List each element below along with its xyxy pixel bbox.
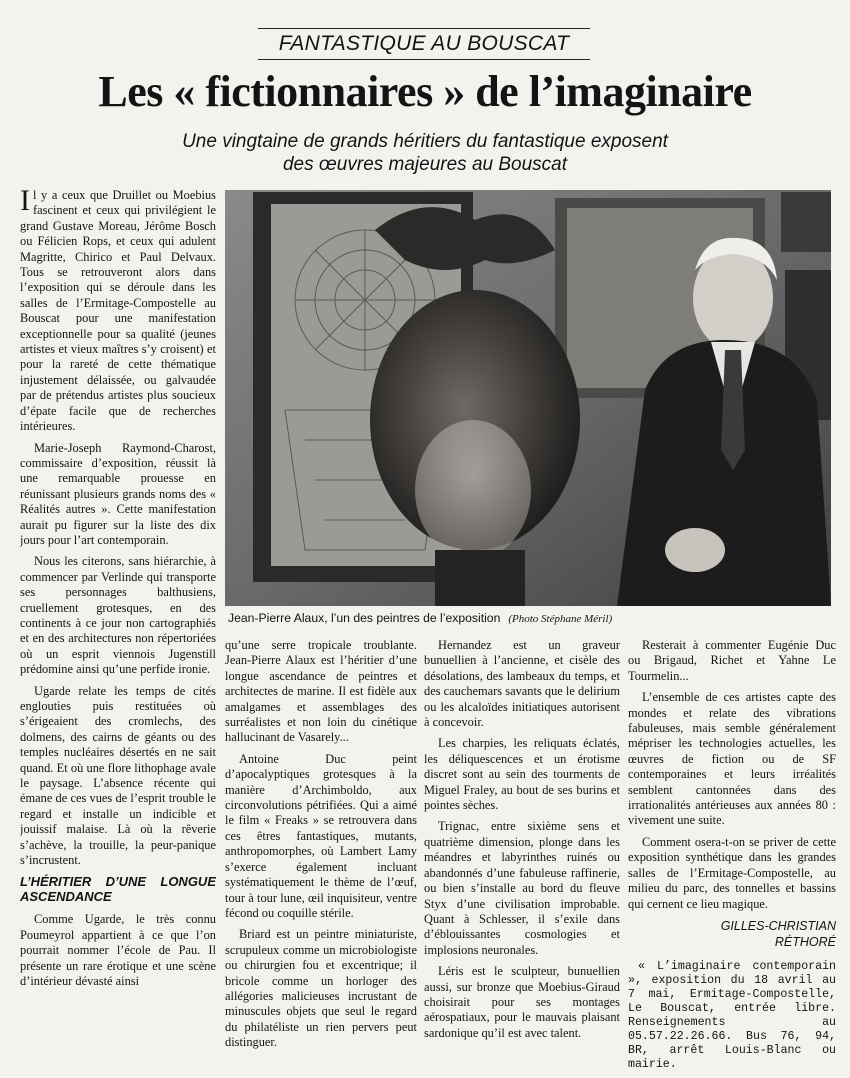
section-kicker: FANTASTIQUE AU BOUSCAT bbox=[258, 28, 590, 60]
paragraph: Comme Ugarde, le très connu Poumeyrol appartient à ce que l’on pourrait nommer l’école de Pau. Il présente un rare érotique et une scène d’intérieur dévasté ainsi bbox=[20, 912, 216, 989]
paragraph: Il y a ceux que Druillet ou Moebius fascinent et ceux qui privilégient le grand Gustave Moreau, Jérôme Bosch ou Félicien Rops, et ceux qui adulent Magritte, Chirico et Paul Delvaux. Tous se retrouveront alors dans l’exposition qui se déroule dans les salles de l’Ermitage-Compostelle au Bouscat pour une manifestation exceptionnelle pour sa qualité (jeunes artistes et vieux maîtres s’y croisent) et pour la rareté de cette thématique injustement délaissée, ou galvaudée par de prétendus artistes plus soucieux d’épate facile que de recherches intérieures. bbox=[20, 188, 216, 434]
article-column-2 bbox=[225, 638, 417, 1068]
practical-info bbox=[628, 960, 836, 1068]
byline-line-2: RÉTHORÉ bbox=[774, 934, 836, 949]
paragraph: L’ensemble de ces artistes capte des mondes et relate des vibrations fabuleuses, mais semble généralement mépriser les technologies actuelles, les œuvres de fiction ou de SF contemporaines et leurs irréalités semblent cantonnées dans des irrationalités antérieuses aux années 80 : vivement une suite. bbox=[628, 690, 836, 828]
paragraph: Resterait à commenter Eugénie Duc ou Brigaud, Richet et Yahne Le Tourmelin... bbox=[628, 638, 836, 683]
paragraph: Ugarde relate les temps de cités englouties puis restituées où s’érigeaient des cromlechs, des dolmens, des cairns de géants ou des temples nucléaires désertés en ne sait quand. Et où une flore lithophage avale le paysage. L’absence récente qui émane de ces vues de l’esprit trouble le regard et installe un indicible et jouissif malaise. Là où la rêverie s’achève, la trouille, la peur-panique s’incrustent. bbox=[20, 683, 216, 868]
paragraph: qu’une serre tropicale troublante. Jean-Pierre Alaux est l’héritier d’une longue ascendance de peintres et architectes de marine. Il est fidèle aux amalgames et assemblages des surréalistes et non loin du cinétique hallucinant de Vasarely... bbox=[225, 638, 417, 745]
paragraph: Marie-Joseph Raymond-Charost, commissaire d’exposition, réussit là une remarquable prouesse en réunissant plusieurs grands noms des « Réalités autres ». Cette manifestation aurait pu figurer sur la liste des dix jours pour l’art contemporain. bbox=[20, 440, 216, 547]
article-column-1 bbox=[20, 188, 216, 1068]
paragraph: Nous les citerons, sans hiérarchie, à commencer par Verlinde qui transporte ses personnages balthusiens, cruellement grotesques, en des continents à ce jour non cartographiés et en des architectures non répertoriées où un esprit viennois Jugenstill prédomine ainsi qu’une perfide ironie. bbox=[20, 554, 216, 677]
photo-credit: (Photo Stéphane Méril) bbox=[508, 613, 613, 625]
subhead-line-2: des œuvres majeures au Bouscat bbox=[282, 154, 568, 175]
author-byline bbox=[628, 918, 836, 950]
paragraph: Les charpies, les reliquats éclatés, les déliquescences et un érotisme discret sont au sein des tourments de Miguel Fraley, au bout de ses burins et pointes sèches. bbox=[424, 736, 620, 813]
photo-caption bbox=[228, 610, 832, 627]
byline-line-1: GILLES-CHRISTIAN bbox=[720, 918, 836, 933]
paragraph: Antoine Duc peint d’apocalyptiques grotesques à la manière d’Archimboldo, aux circonvolutions pétrifiées. Qui a aimé le film « Freaks » se retrouvera dans ces êtres fantastiques, mutants, anthropomorphes, où Lambert Lamy s’exerce également incluant systématiquement le thème de l’œuf, tour à tour lune, œil inquisiteur, ventre fécond ou coquille stérile. bbox=[225, 751, 417, 920]
paragraph: Léris est le sculpteur, bunuellien aussi, sur bronze que Moebius-Giraud choisirait pour ses montages aérospatiaux, pour le mauvais plaisant sardonique qu’il est avec talent. bbox=[424, 964, 620, 1040]
article-column-4 bbox=[628, 638, 836, 1068]
photo-illustration bbox=[225, 190, 831, 606]
info-text: « L’imaginaire contemporain », exposition du 18 avril au 7 mai, Ermitage-Compostelle, Le Bouscat, entrée libre. Renseignements au 05.57.22.26.66. Bus 76, 94, BR, arrêt Louis-Blanc ou mairie. bbox=[628, 959, 836, 1068]
paragraph: Briard est un peintre miniaturiste, scrupuleux comme un microbiologiste ou chirurgien fou et excentrique; il bricole comme un horloger des allégories malicieuses incrustant de minuscules objets que seul le regard du philatéliste un rien pervers peut distinguer. bbox=[225, 927, 417, 1050]
headline: Les « fictionnaires » de l’imaginaire bbox=[98, 67, 752, 116]
subhead-line-1: Une vingtaine de grands héritiers du fantastique exposent bbox=[182, 131, 668, 152]
intertitle: L’HÉRITIER D’UNE LONGUE ASCENDANCE bbox=[20, 874, 216, 905]
subheadline bbox=[110, 130, 740, 176]
paragraph: Comment osera-t-on se priver de cette exposition synthétique dans les grandes salles de l’Ermitage-Compostelle, au milieu du parc, des tonnelles et bassins qui cernent ce lieu magique. bbox=[628, 834, 836, 911]
article-column-3 bbox=[424, 638, 620, 1068]
caption-text: Jean-Pierre Alaux, l’un des peintres de l’exposition bbox=[228, 611, 501, 625]
paragraph: Hernandez est un graveur bunuellien à l’ancienne, et cisèle des désolations, des lambeaux du temps, et des cauchemars savants que le delirium ou les alcaloïdes initiatiques autorisent à concevoir. bbox=[424, 638, 620, 730]
paragraph: Trignac, entre sixième sens et quatrième dimension, plonge dans les méandres et labyrinthes ruinés ou abandonnés d’une fabuleuse raffinerie, ou bien s’installe au bord du fleuve Styx d’une civilisation improbable. Quant à Schlesser, il s’exile dans d’éblouissantes cosmologies et implosions neuronales. bbox=[424, 819, 620, 957]
article-photo bbox=[225, 190, 831, 606]
